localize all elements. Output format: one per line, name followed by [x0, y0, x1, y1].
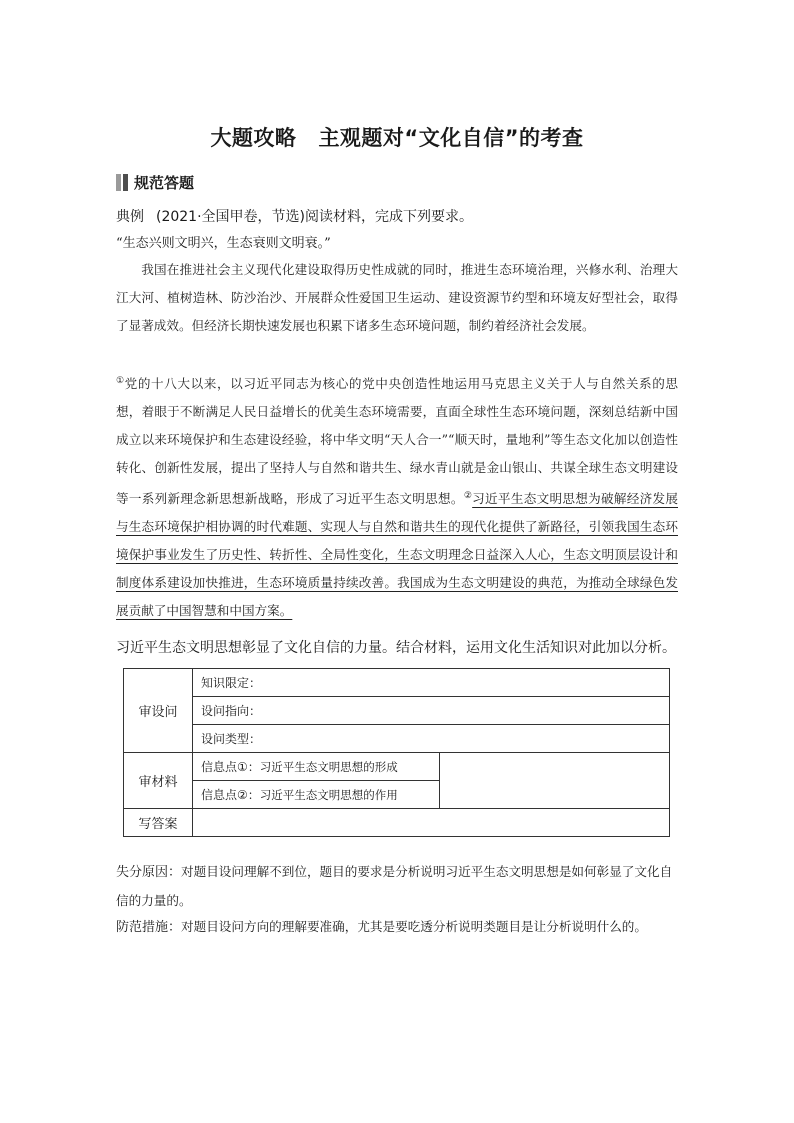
title-part1: 大题攻略: [210, 126, 297, 150]
question-type-cell[interactable]: 设问类型：: [193, 725, 670, 753]
info-point-1-label: 信息点①：: [201, 760, 260, 774]
example-source: (2021·全国甲卷，节选): [156, 209, 306, 225]
marker-1: ①: [116, 376, 125, 386]
title-part2: 主观题对“文化自信”的考查: [318, 126, 584, 150]
table-row: [124, 697, 670, 725]
table-row: [124, 725, 670, 753]
material-quote: “生态兴则文明兴，生态衰则文明衰。”: [116, 236, 331, 251]
example-tag: 典例: [116, 209, 144, 225]
answer-cell[interactable]: [193, 809, 670, 837]
info-point-2-label: 信息点②：: [201, 788, 260, 802]
example-line: [116, 207, 678, 227]
knowledge-limit-cell[interactable]: 知识限定：: [193, 669, 670, 697]
row-group-answer: 写答案: [124, 809, 193, 837]
info-point-1-text: 习近平生态文明思想的形成: [259, 760, 398, 774]
material-paragraph-2: [116, 367, 678, 625]
row-group-material: 审材料: [124, 753, 193, 809]
page-title: [0, 122, 794, 152]
section-header: [116, 172, 194, 192]
section-label: 规范答题: [134, 173, 195, 192]
prevention-measure: [116, 913, 678, 942]
table-row: [124, 753, 670, 781]
loss-reason: [116, 858, 678, 916]
material-2-part1: 党的十八大以来，以习近平同志为核心的党中央创造性地运用马克思主义关于人与自然关系的思想，着眼于不断满足人民日益增长的优美生态环境需要，直面全球性生态环境问题，深刻总结新中国成立以来环境保护和生态建设经验，将中华文明“天人合一”“顺天时，量地利”等生态文化加以创造性转化、创新性发展，提出了坚持人与自然和谐共生、绿水青山就是金山银山、共谋全球生态文明建设等一系列新理念新思想新战略，形成了习近平生态文明思想。: [116, 376, 678, 507]
analysis-table: [123, 668, 670, 837]
prevent-label: 防范措施：: [116, 920, 182, 935]
prevent-text: 对题目设问方向的理解要准确，尤其是要吃透分析说明类题目是让分析说明什么的。: [181, 919, 647, 934]
marker-2: ②: [463, 491, 473, 502]
material-2-part2-underlined: 习近平生态文明思想为破解经济发展与生态环境保护相协调的时代难题、实现人与自然和谐共生的现代化提供了新路径，引领我国生态环境保护事业发生了历史性、转折性、全局性变化，生态文明理念日益深入人心，生态文明顶层设计和制度体系建设加快推进，生态环境质量持续改善。我国成为生态文明建设的典范，为推动全球绿色发展贡献了中国智慧和中国方案。: [116, 491, 678, 619]
material-paragraph-1: 我国在推进社会主义现代化建设取得历史性成就的同时，推进生态环境治理，兴修水利、治理大江大河、植树造林、防沙治沙、开展群众性爱国卫生运动、建设资源节约型和环境友好型社会，取得了显著成效。但经济长期快速发展也积累下诸多生态环境问题，制约着经济社会发展。: [116, 262, 678, 333]
info-answer-cell[interactable]: [440, 753, 670, 809]
loss-text: 对题目设问理解不到位，题目的要求是分析说明习近平生态文明思想是如何彰显了文化自信的力量的。: [116, 864, 673, 908]
example-instruction: 阅读材料，完成下列要求。: [305, 209, 474, 225]
info-point-2-cell: [193, 781, 440, 809]
table-row: [124, 809, 670, 837]
question-direction-cell[interactable]: 设问指向：: [193, 697, 670, 725]
info-point-2-text: 习近平生态文明思想的作用: [259, 788, 398, 802]
info-point-1-cell: [193, 753, 440, 781]
table-row: [124, 669, 670, 697]
row-group-question: 审设问: [124, 669, 193, 753]
question: 习近平生态文明思想彰显了文化自信的力量。结合材料，运用文化生活知识对此加以分析。: [116, 640, 676, 656]
loss-label: 失分原因：: [116, 865, 182, 880]
section-marker-icon: [116, 174, 128, 191]
